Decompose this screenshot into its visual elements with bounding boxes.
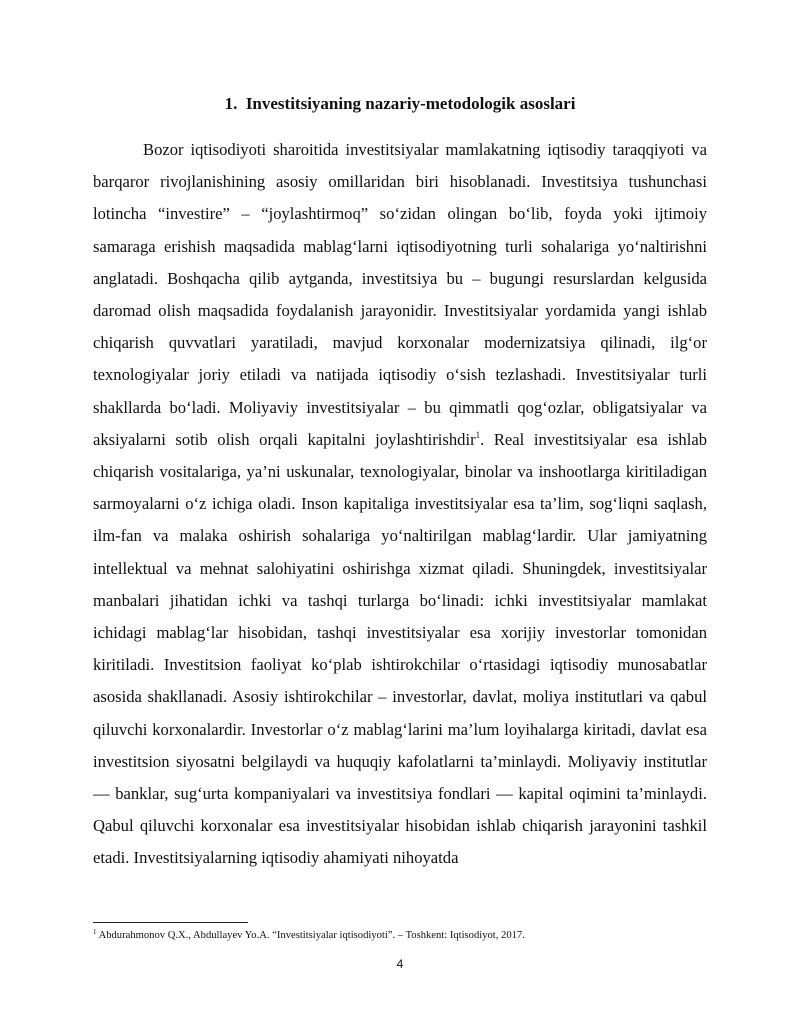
footnote-separator — [93, 922, 248, 923]
section-title: Investitsiyaning nazariy-metodologik asoslari — [245, 94, 576, 113]
footnote-text: Abdurahmonov Q.X., Abdullayev Yo.A. “Investitsiyalar iqtisodiyoti”. – Toshkent: Iqtisodiyot, 2017. — [96, 930, 525, 941]
footnote-reference[interactable]: 1 — [475, 429, 481, 440]
section-heading — [93, 92, 707, 116]
body-text-part-1: Bozor iqtisodiyoti sharoitida investitsiyalar mamlakatning iqtisodiy taraqqiyoti va barqaror rivojlanishining asosiy omillaridan biri hisoblanadi. Investitsiya tushunchasi lotincha “investire” – “joylashtirmoq” so‘zidan olingan bo‘lib, foyda yoki ijtimoiy samaraga erishish maqsadida mablag‘larni iqtisodiyotning turli sohalariga yo‘naltirishni anglatadi. Boshqacha qilib aytganda, investitsiya bu – bugungi resurslardan kelgusida daromad olish maqsadida foydalanish jarayonidir. Investitsiyalar yordamida yangi ishlab chiqarish quvvatlari yaratiladi, mavjud korxonalar modernizatsiya qilinadi, ilg‘or texnologiyalar joriy etiladi va natijada iqtisodiy o‘sish tezlashadi. Investitsiyalar turli shakllarda bo‘ladi. Moliyaviy investitsiyalar – bu qimmatli qog‘ozlar, obligatsiyalar va aksiyalarni sotib olish orqali kapitalni joylashtirishdir — [93, 140, 707, 449]
footnote — [93, 929, 707, 943]
body-paragraph — [93, 134, 707, 875]
body-text-part-2: . Real investitsiyalar esa ishlab chiqarish vositalariga, ya’ni uskunalar, texnologiyalar, binolar va inshootlarga kiritiladigan sarmoyalarni o‘z ichiga oladi. Inson kapitaliga investitsiyalar esa ta’lim, sog‘liqni saqlash, ilm-fan va malaka oshirish sohalariga yo‘naltirilgan mablag‘lardir. Ular jamiyatning intellektual va mehnat salohiyatini oshirishga xizmat qiladi. Shuningdek, investitsiyalar manbalari jihatidan ichki va tashqi turlarga bo‘linadi: ichki investitsiyalar mamlakat ichidagi mablag‘lar hisobidan, tashqi investitsiyalar esa xorijiy investorlar tomonidan kiritiladi. Investitsion faoliyat ko‘plab ishtirokchilar o‘rtasidagi iqtisodiy munosabatlar asosida shakllanadi. Asosiy ishtirokchilar – investorlar, davlat, moliya institutlari va qabul qiluvchi korxonalardir. Investorlar o‘z mablag‘larini ma’lum loyihalarga kiritadi, davlat esa investitsion siyosatni belgilaydi va huquqiy kafolatlarni ta’minlaydi. Moliyaviy institutlar — banklar, sug‘urta kompaniyalari va investitsiya fondlari — kapital oqimini ta’minlaydi. Qabul qiluvchi korxonalar esa investitsiyalar hisobidan ishlab chiqarish jarayonini tashkil etadi. Investitsiyalarning iqtisodiy ahamiyati nihoyatda — [93, 429, 707, 868]
page-number: 4 — [396, 957, 404, 971]
section-number: 1. — [224, 94, 238, 113]
footnote-mark: 1 — [93, 928, 97, 936]
